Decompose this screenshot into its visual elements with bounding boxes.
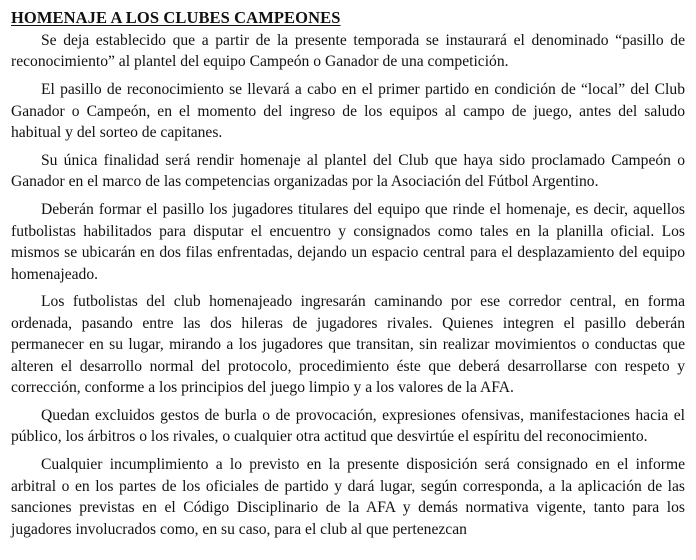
paragraph-exclusiones: Quedan excluidos gestos de burla o de provocación, expresiones ofensivas, manifestaciones hacia el público, los árbitros o los rivales, o cualquier otra actitud que desvirtúe el espíritu del reconocimiento. [11, 407, 685, 446]
paragraph-finalidad: Su única finalidad será rendir homenaje al plantel del Club que haya sido proclamado Campeón o Ganador en el marco de las competencias organizadas por la Asociación del Fútbol Argentino. [11, 152, 685, 191]
paragraph-sanciones: Cualquier incumplimiento a lo previsto en la presente disposición será consignado en el informe arbitral o en los partes de los oficiales de partido y dará lugar, según corresponda, a la aplicación de las sanciones previstas en el Código Disciplinario de la AFA y demás normativa vigente, tanto para los jugadores involucrados como, en su caso, para el club al que pertenezcan [11, 456, 685, 538]
paragraph-establecimiento: Se deja establecido que a partir de la presente temporada se instaurará el denominado “pasillo de reconocimiento” al plantel del equipo Campeón o Ganador de una competición. [11, 32, 685, 71]
document-title: HOMENAJE A LOS CLUBES CAMPEONES [11, 8, 341, 27]
paragraph-ingreso: Los futbolistas del club homenajeado ingresarán caminando por ese corredor central, en forma ordenada, pasando entre las dos hileras de jugadores rivales. Quienes integren el pasillo deberán permanecer en su lugar, mirando a los jugadores que transitan, sin realizar movimientos o conductas que alteren el desarrollo normal del protocolo, procedimiento éste que deberá desarrollarse con respeto y corrección, conforme a los principios del juego limpio y a los valores de la AFA. [11, 293, 685, 397]
paragraph-formacion: Deberán formar el pasillo los jugadores titulares del equipo que rinde el homenaje, es decir, aquellos futbolistas habilitados para disputar el encuentro y consignados como tales en la planilla oficial. Los mismos se ubicarán en dos filas enfrentadas, dejando un espacio central para el desplazamiento del equipo homenajeado. [11, 201, 685, 283]
paragraph-momento: El pasillo de reconocimiento se llevará a cabo en el primer partido en condición de “local” del Club Ganador o Campeón, en el momento del ingreso de los equipos al campo de juego, antes del saludo habitual y del sorteo de capitanes. [11, 81, 685, 142]
